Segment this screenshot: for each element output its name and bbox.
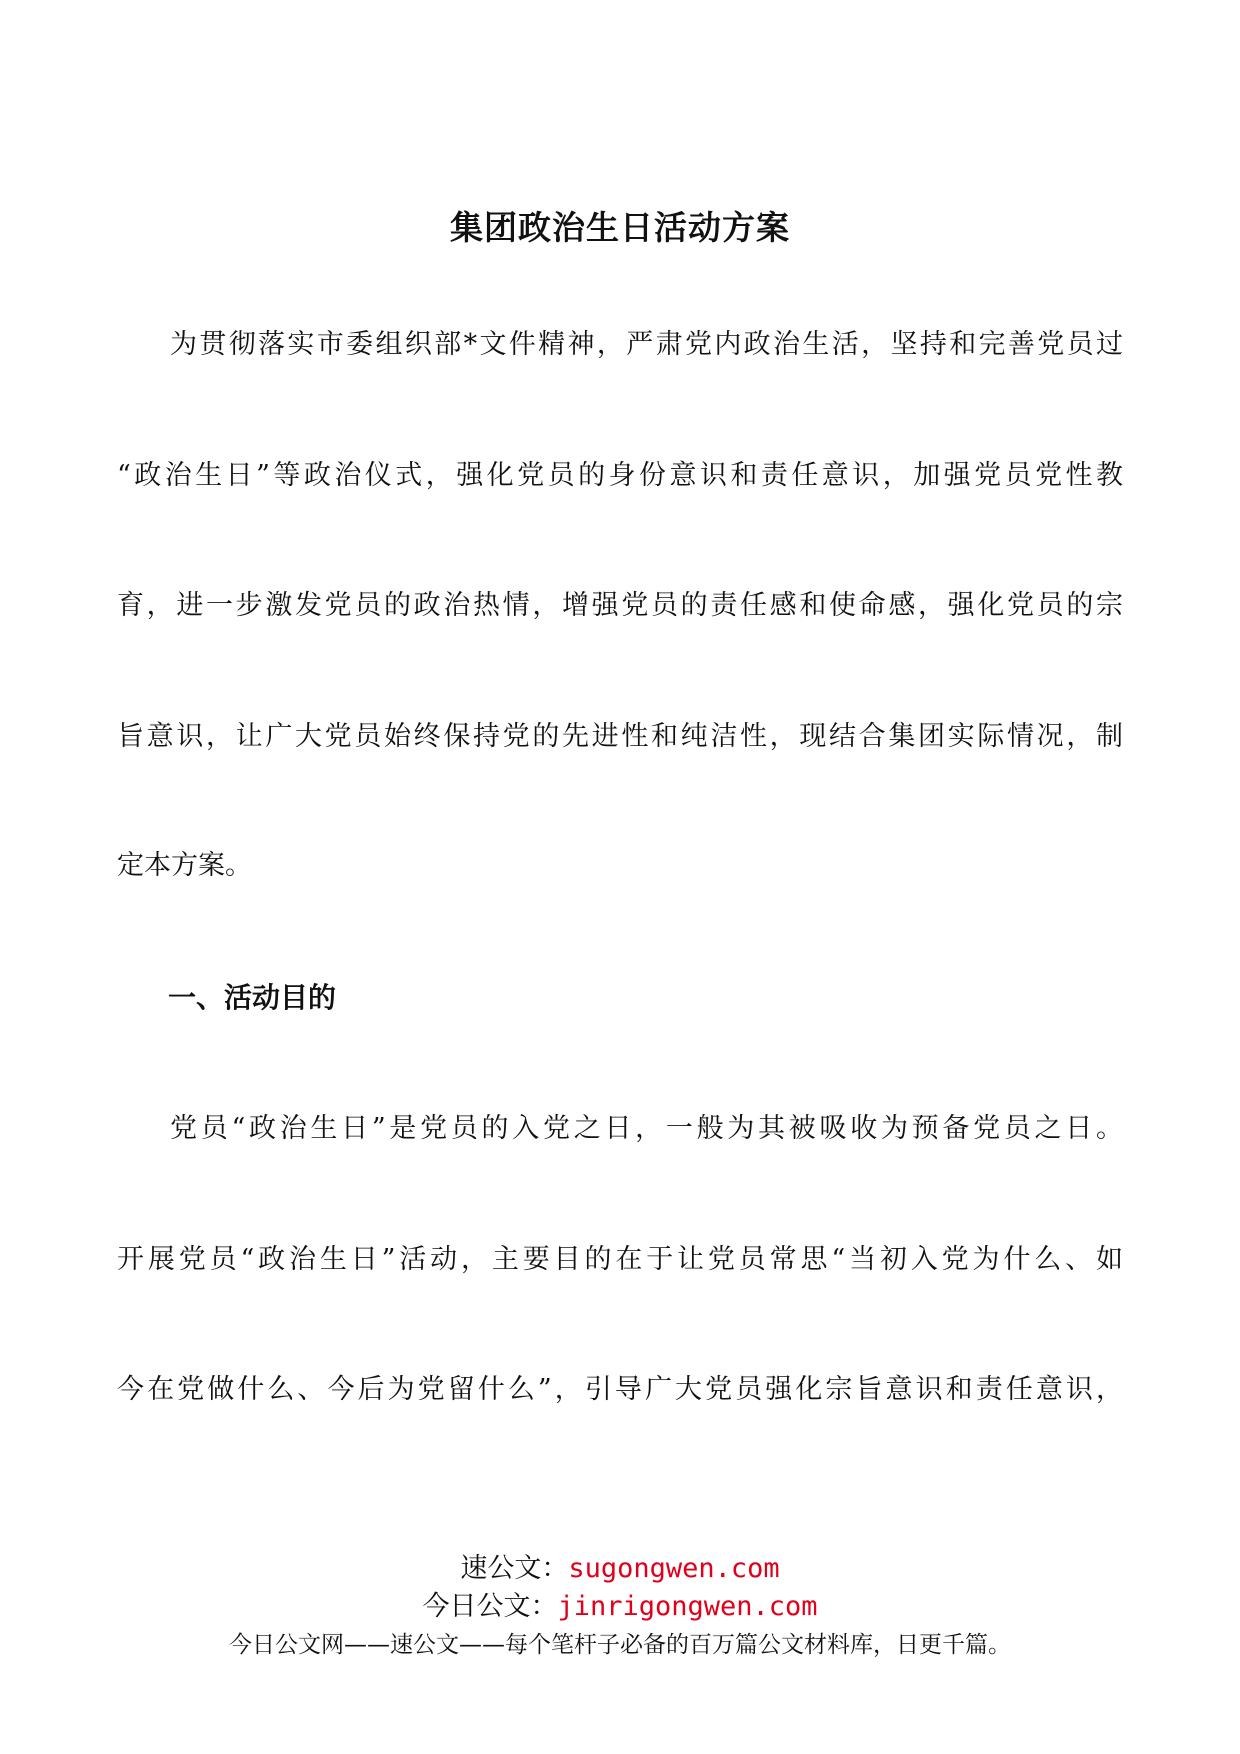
footer-jinrigongwen — [0, 1590, 1240, 1624]
footer-label: 速公文： — [460, 1553, 569, 1584]
intro-line-3: 育，进一步激发党员的政治热情，增强党员的责任感和使命感，强化党员的宗 — [117, 590, 1123, 621]
intro-line-4: 旨意识，让广大党员始终保持党的先进性和纯洁性，现结合集团实际情况，制 — [117, 721, 1123, 752]
footer-site-link[interactable]: sugongwen.com — [568, 1553, 780, 1584]
section-line-2: 开展党员“政治生日”活动，主要目的在于让党员常思“当初入党为什么、如 — [117, 1244, 1123, 1275]
footer-label: 今日公文： — [422, 1591, 558, 1622]
intro-line-1: 为贯彻落实市委组织部*文件精神，严肃党内政治生活，坚持和完善党员过 — [170, 329, 1123, 360]
section-line-1: 党员“政治生日”是党员的入党之日，一般为其被吸收为预备党员之日。 — [170, 1113, 1123, 1144]
footer-tagline: 今日公文网——速公文——每个笔杆子必备的百万篇公文材料库，日更千篇。 — [229, 1632, 1011, 1658]
section-line-3: 今在党做什么、今后为党留什么”，引导广大党员强化宗旨意识和责任意识， — [117, 1374, 1123, 1405]
page-title: 集团政治生日活动方案 — [450, 208, 790, 247]
intro-line-2: “政治生日”等政治仪式，强化党员的身份意识和责任意识，加强党员党性教 — [117, 460, 1123, 491]
footer-site-link[interactable]: jinrigongwen.com — [557, 1591, 818, 1622]
footer-sugongwen — [0, 1552, 1240, 1586]
section-heading: 一、活动目的 — [168, 981, 337, 1014]
intro-line-5: 定本方案。 — [117, 850, 252, 881]
